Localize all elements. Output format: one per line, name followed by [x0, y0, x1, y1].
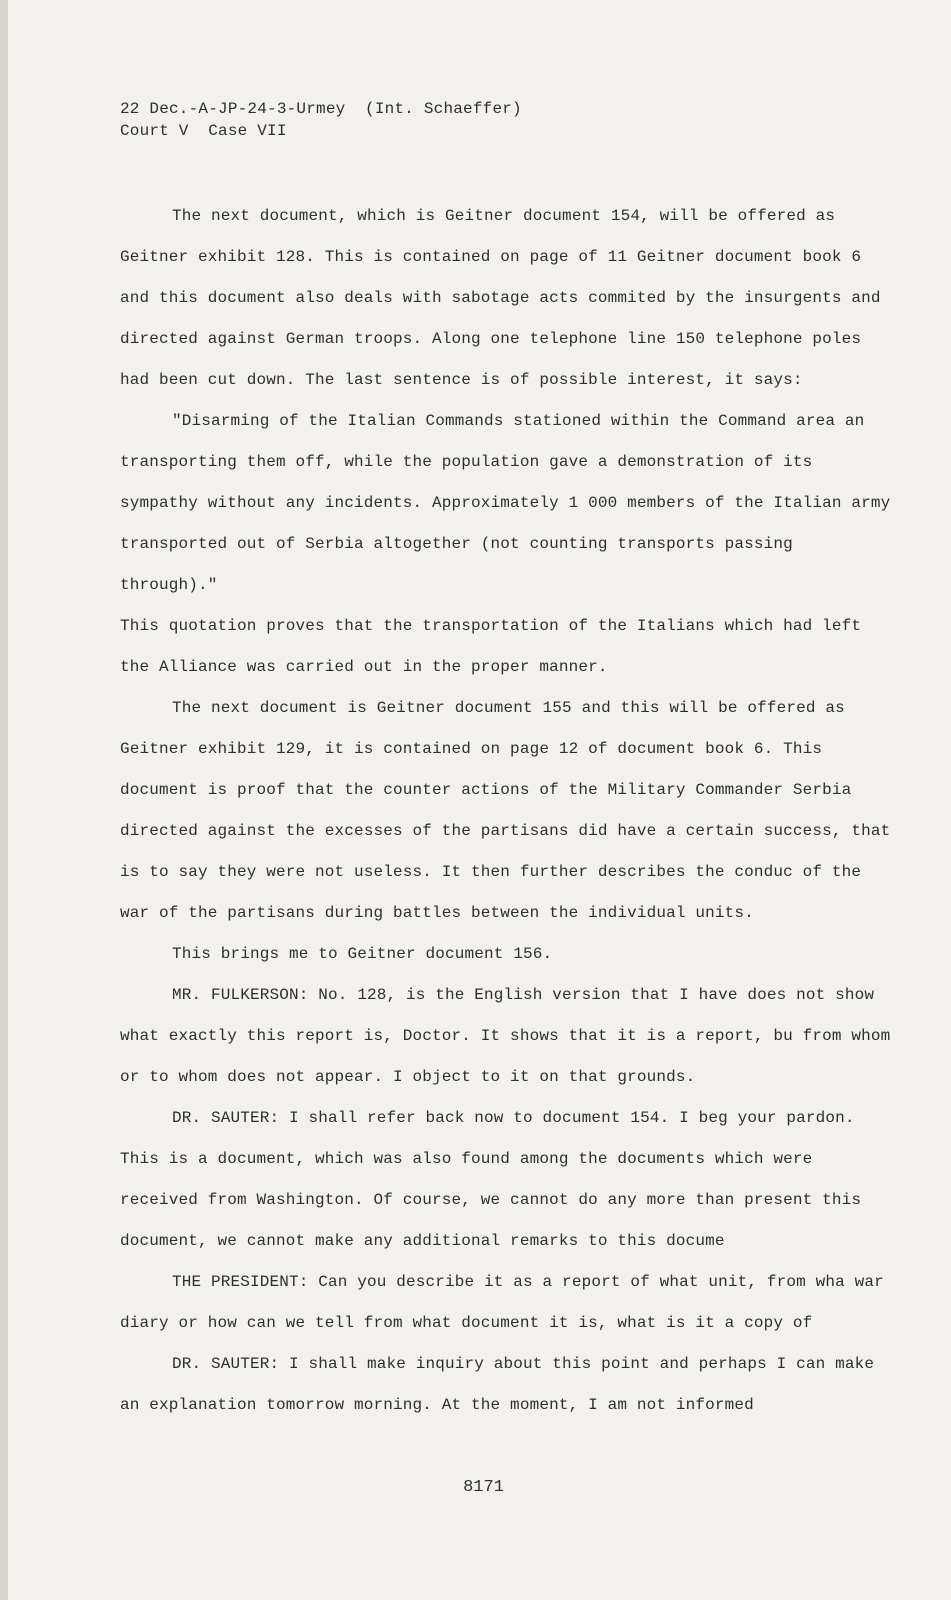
paragraph-sauter-1: DR. SAUTER: I shall refer back now to document 154. I beg your pardon. This is a document, which was also found among the documents which were received from Washington. Of course, we cannot do any more than present this document, we cannot make any additional remarks to this docume: [120, 1109, 862, 1250]
header-line-1: 22 Dec.-A-JP-24-3-Urmey (Int. Schaeffer): [120, 100, 522, 118]
paragraph-fulkerson: MR. FULKERSON: No. 128, is the English version that I have does not show what exactly this report is, Doctor. It shows that it is a report, bu from whom or to whom does not appear. I object to it on that grounds.: [120, 986, 891, 1086]
paragraph-1: The next document, which is Geitner document 154, will be offered as Geitner exhibit 128. This is contained on page of 11 Geitner document book 6 and this document also deals with sabotage acts commited by the insurgents and directed against German troops. Along one telephone line 150 telephone poles had been cut down. The last sentence is of possible interest, it says:: [120, 207, 881, 389]
paragraph-5: This brings me to Geitner document 156.: [172, 945, 553, 963]
paragraph-4: The next document is Geitner document 155 and this will be offered as Geitner exhibit 129, it is contained on page 12 of document book 6. This document is proof that the counter actions of the Military Commander Serbia directed against the excesses of the partisans did have a certain success, that is to say they were not useless. It then further describes the conduc of the war of the partisans during battles between the individual units.: [120, 699, 891, 922]
document-header: [120, 98, 522, 142]
paragraph-sauter-2: DR. SAUTER: I shall make inquiry about this point and perhaps I can make an explanation tomorrow morning. At the moment, I am not informed: [120, 1355, 875, 1414]
header-line-2: Court V Case VII: [120, 122, 287, 140]
paragraph-president: THE PRESIDENT: Can you describe it as a report of what unit, from wha war diary or how can we tell from what document it is, what is it a copy of: [120, 1273, 884, 1332]
paragraph-3: This quotation proves that the transportation of the Italians which had left the Alliance was carried out in the proper manner.: [120, 617, 862, 676]
quotation-paragraph: "Disarming of the Italian Commands stationed within the Command area an transporting them off, while the population gave a demonstration of its sympathy without any incidents. Approximately 1 000 members of the Italian army transported out of Serbia altogether (not counting transports passing through).": [120, 412, 891, 594]
transcript-body: [120, 196, 900, 1426]
page-number: 8171: [463, 1478, 504, 1497]
